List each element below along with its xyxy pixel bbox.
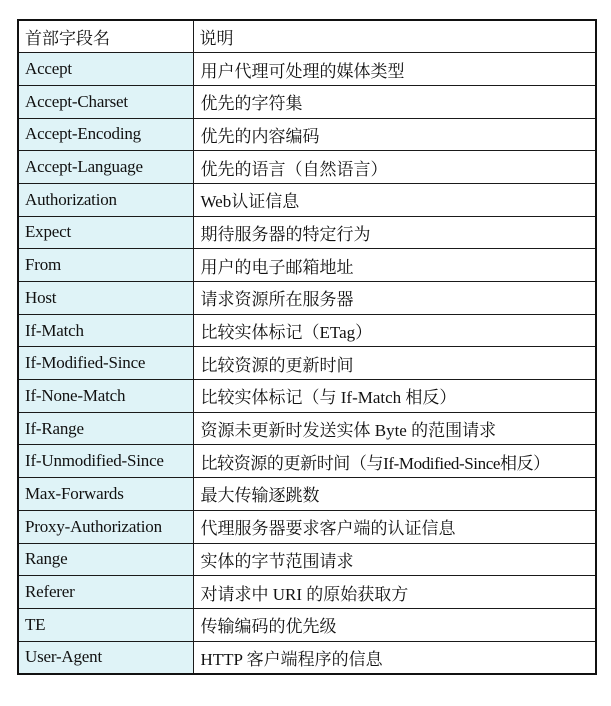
header-row — [18, 20, 596, 53]
table-row — [18, 543, 596, 576]
table-row — [18, 53, 596, 86]
field-description-cell: 优先的内容编码 — [193, 118, 596, 151]
field-description-cell: 比较实体标记（ETag） — [193, 314, 596, 347]
field-name-cell: Proxy-Authorization — [18, 510, 193, 543]
field-description-cell: 对请求中 URI 的原始获取方 — [193, 576, 596, 609]
field-name-cell: Expect — [18, 216, 193, 249]
field-name-cell: Max-Forwards — [18, 478, 193, 511]
field-name-cell: Authorization — [18, 183, 193, 216]
field-description-cell: 优先的字符集 — [193, 85, 596, 118]
field-description-cell: 最大传输逐跳数 — [193, 478, 596, 511]
table-row — [18, 216, 596, 249]
field-description-cell: 传输编码的优先级 — [193, 608, 596, 641]
table-row — [18, 282, 596, 315]
table-row — [18, 347, 596, 380]
field-name-cell: Accept — [18, 53, 193, 86]
field-name-cell: If-Unmodified-Since — [18, 445, 193, 478]
table-row — [18, 380, 596, 413]
field-name-cell: Accept-Language — [18, 151, 193, 184]
field-name-cell: TE — [18, 608, 193, 641]
field-description-cell: 用户的电子邮箱地址 — [193, 249, 596, 282]
field-name-cell: Host — [18, 282, 193, 315]
table-row — [18, 249, 596, 282]
table-row — [18, 412, 596, 445]
column-header-field-name: 首部字段名 — [18, 20, 193, 53]
field-name-cell: Referer — [18, 576, 193, 609]
header-fields-table-container — [17, 19, 595, 675]
field-description-cell: 优先的语言（自然语言） — [193, 151, 596, 184]
field-description-cell: 期待服务器的特定行为 — [193, 216, 596, 249]
field-description-cell: 代理服务器要求客户端的认证信息 — [193, 510, 596, 543]
field-description-cell: 比较资源的更新时间（与If-Modified-Since相反） — [193, 445, 596, 478]
field-name-cell: If-Range — [18, 412, 193, 445]
field-description-cell: 比较资源的更新时间 — [193, 347, 596, 380]
field-description-cell: 请求资源所在服务器 — [193, 282, 596, 315]
table-row — [18, 478, 596, 511]
table-row — [18, 314, 596, 347]
field-description-cell: 实体的字节范围请求 — [193, 543, 596, 576]
field-description-cell: 比较实体标记（与 If-Match 相反） — [193, 380, 596, 413]
table-row — [18, 183, 596, 216]
table-row — [18, 641, 596, 674]
table-row — [18, 608, 596, 641]
table-row — [18, 445, 596, 478]
field-name-cell: From — [18, 249, 193, 282]
field-description-cell: 资源未更新时发送实体 Byte 的范围请求 — [193, 412, 596, 445]
field-description-cell: HTTP 客户端程序的信息 — [193, 641, 596, 674]
field-name-cell: User-Agent — [18, 641, 193, 674]
field-name-cell: If-Match — [18, 314, 193, 347]
table-row — [18, 151, 596, 184]
field-name-cell: If-None-Match — [18, 380, 193, 413]
field-name-cell: Accept-Charset — [18, 85, 193, 118]
table-row — [18, 576, 596, 609]
table-row — [18, 118, 596, 151]
request-header-fields-table — [17, 19, 597, 675]
field-name-cell: Accept-Encoding — [18, 118, 193, 151]
table-header — [18, 20, 596, 53]
field-name-cell: If-Modified-Since — [18, 347, 193, 380]
column-header-description: 说明 — [193, 20, 596, 53]
table-row — [18, 510, 596, 543]
table-body — [18, 53, 596, 674]
field-description-cell: Web认证信息 — [193, 183, 596, 216]
field-name-cell: Range — [18, 543, 193, 576]
field-description-cell: 用户代理可处理的媒体类型 — [193, 53, 596, 86]
table-row — [18, 85, 596, 118]
